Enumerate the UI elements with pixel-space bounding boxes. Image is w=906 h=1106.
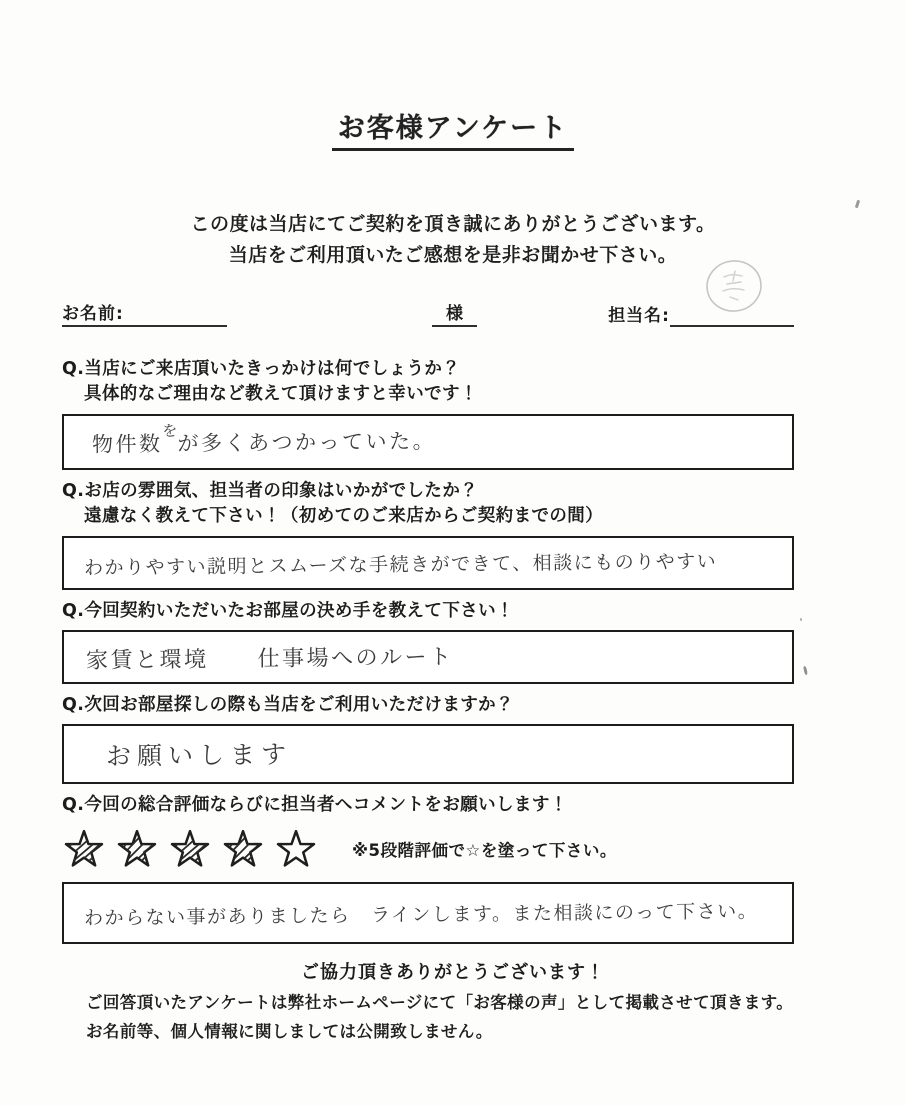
footer-note-2: お名前等、個人情報に関しましては公開致しません。	[86, 1022, 493, 1041]
question-3-block	[62, 599, 794, 684]
survey-page	[0, 106, 906, 1046]
q3-answer-box	[62, 630, 794, 684]
question-2-block	[62, 479, 794, 590]
name-row	[62, 297, 794, 327]
hanko-stamp-icon	[702, 257, 766, 321]
question-1-block	[62, 357, 794, 470]
footer-note-1: ご回答頂いたアンケートは弊社ホームページにて「お客様の声」として掲載させて頂きます。	[86, 993, 794, 1012]
question-4-block	[62, 693, 794, 784]
staff-name-field	[608, 301, 794, 327]
q4-text: Q.次回お部屋探しの際も当店をご利用いただけますか？	[62, 695, 514, 715]
intro-text	[0, 209, 906, 271]
inserted-char: を	[162, 421, 178, 440]
customer-name-label: お名前:	[62, 304, 124, 324]
star-filled-icon	[62, 828, 106, 870]
q1-subtext: 具体的なご理由など教えて頂けますと幸いです！	[84, 384, 478, 404]
rating-stars	[62, 828, 318, 870]
q2-handwritten-answer: わかりやすい説明とスムーズな手続きができて、相談にものりやすい	[83, 550, 718, 579]
q5-text: Q.今回の総合評価ならびに担当者へコメントをお願いします！	[62, 795, 568, 815]
scanned-survey-form	[0, 106, 906, 1106]
page-title: お客様アンケート	[332, 106, 574, 151]
q2-answer-box	[62, 536, 794, 590]
honorific-label: 様	[432, 299, 477, 327]
q5-handwritten-answer: わからない事がありましたら ラインします。また相談にのって下さい。	[83, 899, 759, 929]
intro-line-1: この度は当店にてご契約を頂き誠にありがとうございます。	[190, 213, 716, 235]
customer-name-blank	[124, 303, 194, 325]
footer-thanks: ご協力頂きありがとうございます！	[301, 962, 605, 983]
title-wrap	[0, 106, 906, 151]
q4-handwritten-answer: お願いします	[105, 739, 293, 771]
rating-row	[62, 825, 794, 873]
q1-handwritten-answer: 物件数をが多くあつかっていた。	[91, 421, 437, 457]
q1-answer-box	[62, 414, 794, 470]
scan-speck	[800, 618, 802, 621]
q3-text: Q.今回契約いただいたお部屋の決め手を教えて下さい！	[62, 601, 514, 621]
star-filled-icon	[115, 828, 159, 870]
q2-subtext: 遠慮なく教えて下さい！（初めてのご来店からご契約までの間）	[84, 506, 604, 526]
q2-text: Q.お店の雰囲気、担当者の印象はいかがでしたか？	[62, 481, 479, 501]
footer-notes	[62, 988, 794, 1046]
question-5-block	[62, 793, 794, 944]
star-empty-icon	[274, 828, 318, 870]
customer-name-field	[62, 299, 227, 327]
rating-instruction: ※5段階評価で☆を塗って下さい。	[352, 841, 617, 860]
q5-answer-box	[62, 882, 794, 944]
star-filled-icon	[221, 828, 265, 870]
star-filled-icon	[168, 828, 212, 870]
intro-line-2: 当店をご利用頂いたご感想を是非お聞かせ下さい。	[228, 244, 678, 266]
q3-handwritten-answer: 家賃と環境 仕事場へのルート	[85, 644, 454, 674]
q1-text: Q.当店にご来店頂いたきっかけは何でしょうか？	[62, 359, 461, 379]
q4-answer-box	[62, 724, 794, 784]
staff-name-label: 担当名:	[608, 306, 670, 326]
